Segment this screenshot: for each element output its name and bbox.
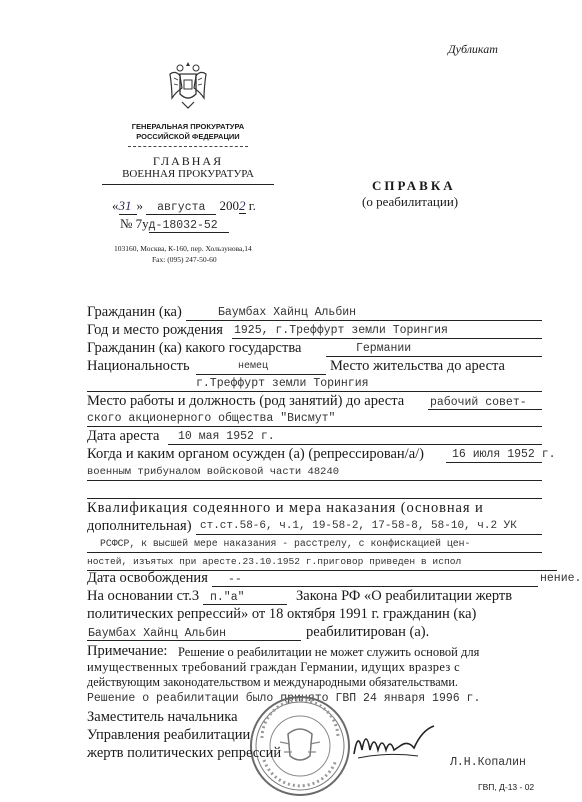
rehab-name: Баумбах Хайнц Альбин (88, 627, 227, 640)
nationality-line (196, 374, 326, 375)
arrest-line (168, 444, 542, 445)
org-underline (102, 184, 274, 185)
basis-label-3: политических репрессий» от 18 октября 1991 г. гражданин (ка) (87, 606, 477, 622)
doc-date-year-prefix: 200 (219, 198, 239, 213)
doc-date-day: 31 (119, 198, 137, 215)
qualification-line-2 (87, 552, 542, 553)
birth-value: 1925, г.Треффурт земли Торингия (234, 324, 448, 337)
note-text-1: Решение о реабилитации не может служить основой для (178, 645, 480, 659)
note-decision: Решение о реабилитации было принято ГВП 24 января 1996 г. (87, 692, 481, 705)
residence-line (87, 391, 542, 392)
doc-date-month: августа (146, 201, 216, 215)
nationality-label: Национальность (87, 358, 190, 374)
residence-value: г.Треффурт земли Торингия (196, 377, 369, 390)
convicted-line-2 (87, 480, 542, 481)
doc-date: «31 » августа 2002 г. (112, 198, 256, 214)
signer-name: Л.Н.Копалин (450, 756, 526, 769)
signature-line-3: жертв политических репрессий (87, 745, 282, 761)
release-label: Дата освобождения (87, 570, 208, 586)
doc-title: СПРАВКА (372, 178, 456, 193)
qualification-value-4: нение. (540, 572, 582, 585)
blank-line (87, 498, 542, 499)
doc-date-year-suffix: 2 (239, 198, 246, 213)
state-label: Гражданин (ка) какого государства (87, 340, 302, 356)
qualification-value-2: РСФСР, к высшей мере наказания - расстрелу, с конфискацией цен- (100, 538, 471, 549)
basis-value: п."а" (210, 591, 245, 604)
doc-number (120, 216, 229, 233)
footer-code: ГВП, Д-13 - 02 (478, 782, 535, 792)
work-label: Место работы и должность (род занятий) до ареста (87, 393, 405, 409)
doc-number-prefix: № 7у (120, 216, 149, 231)
qualification-value-3: ностей, изъятых при аресте.23.10.1952 г.приговор приведен в испол (87, 556, 462, 567)
org-line-3: ГЛАВНАЯ (152, 154, 224, 168)
arrest-label: Дата ареста (87, 428, 160, 444)
org-line-4: ВОЕННАЯ ПРОКУРАТУРА (122, 168, 254, 180)
qualification-line-1 (196, 534, 542, 535)
citizen-value: Баумбах Хайнц Альбин (218, 306, 357, 319)
org-address: 103160, Москва, К-160, пер. Хользунова,14 (114, 244, 252, 253)
handwritten-signature-icon (348, 720, 438, 764)
doc-date-year-unit: г. (248, 198, 256, 213)
work-value-2: ского акционерного общества "Висмут" (87, 412, 336, 425)
nationality-value: немец (238, 361, 269, 372)
basis-label-1: На основании ст.3 (87, 588, 200, 604)
note-text-3: действующим законодательством и международными обязательствами. (87, 675, 458, 689)
coat-of-arms-icon (166, 58, 210, 110)
doc-number-value: д-18032-52 (149, 219, 229, 233)
qualification-label-1: Квалификация содеянного и мера наказания (основная и (87, 500, 484, 516)
residence-label: Место жительства до ареста (330, 358, 505, 374)
signature-line-2: Управления реабилитации (87, 727, 251, 743)
org-divider (128, 146, 248, 147)
org-line-1: ГЕНЕРАЛЬНАЯ ПРОКУРАТУРА (131, 122, 245, 131)
citizen-label: Гражданин (ка) (87, 304, 182, 320)
signature-line-1: Заместитель начальника (87, 709, 238, 725)
work-line-2 (87, 426, 542, 427)
org-fax: Fax: (095) 247-50-60 (152, 255, 217, 264)
doc-subtitle: (о реабилитации) (362, 194, 459, 209)
org-line-2: РОССИЙСКОЙ ФЕДЕРАЦИИ (136, 132, 240, 141)
state-line (326, 356, 542, 357)
rehab-label: реабилитирован (а). (306, 624, 430, 640)
convicted-label: Когда и каким органом осужден (а) (репрессирован/а/) (87, 446, 425, 462)
convicted-line-1 (446, 462, 542, 463)
qualification-value-1: ст.ст.58-6, ч.1, 19-58-2, 17-58-8, 58-10, ч.2 УК (200, 520, 517, 532)
state-value: Германии (356, 342, 412, 355)
note-text-2: имущественных требований граждан Германии, идущих вразрез с (87, 660, 461, 674)
citizen-line (186, 320, 542, 321)
note-label: Примечание: (87, 643, 168, 659)
basis-label-2: Закона РФ «О реабилитации жертв (296, 588, 513, 604)
convicted-value-2: военным трибуналом войсковой части 48240 (87, 466, 340, 478)
duplicate-label: Дубликат (448, 42, 498, 56)
qualification-label-2: дополнительная) (87, 518, 192, 534)
release-line (212, 586, 538, 587)
work-line-1 (428, 409, 542, 410)
work-value-1: рабочий совет- (430, 396, 527, 409)
birth-line (232, 338, 542, 339)
arrest-value: 10 мая 1952 г. (178, 430, 275, 443)
release-value: -- (228, 573, 242, 586)
basis-line (203, 604, 287, 605)
convicted-value-1: 16 июля 1952 г. (452, 448, 556, 461)
birth-label: Год и место рождения (87, 322, 223, 338)
rehab-name-line (87, 640, 301, 641)
